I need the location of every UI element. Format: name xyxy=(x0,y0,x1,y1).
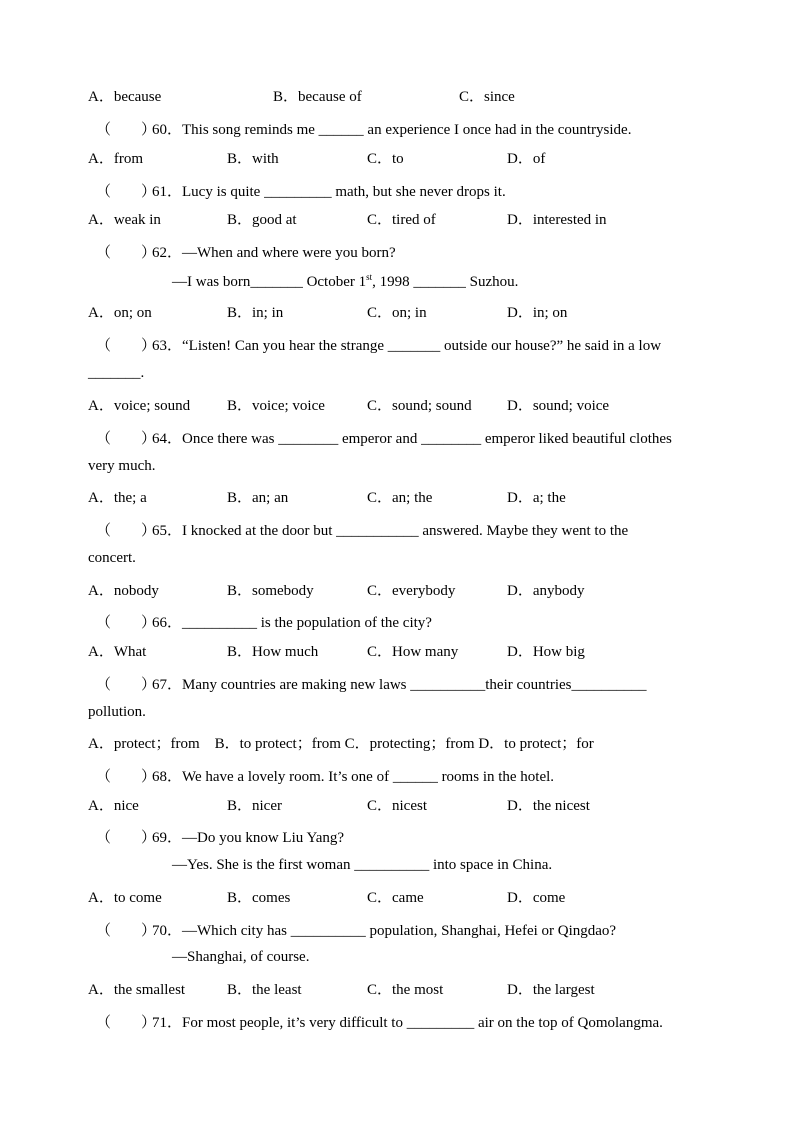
q60-option-a: A．from xyxy=(88,151,143,167)
q65-answer-blank[interactable]: （ ） xyxy=(96,523,157,539)
q65-option-c: C．everybody xyxy=(367,583,456,599)
q61-option-d: D．interested in xyxy=(507,212,607,228)
q67-stem: 67．Many countries are making new laws __________their countries__________ xyxy=(152,677,647,693)
q63-option-b: B．voice; voice xyxy=(227,398,325,414)
q64-option-c: C．an; the xyxy=(367,490,433,506)
q66-option-c: C．How many xyxy=(367,644,459,660)
q63-option-a: A．voice; sound xyxy=(88,398,191,414)
q71-stem: 71．For most people, it’s very difficult to _________ air on the top of Qomolangma. xyxy=(152,1015,663,1031)
q65-stem-cont: concert. xyxy=(88,550,136,566)
q64-stem-cont: very much. xyxy=(88,458,156,474)
q60-option-b: B．with xyxy=(227,151,279,167)
q70-stem-reply: —Shanghai, of course. xyxy=(172,949,310,965)
q63-answer-blank[interactable]: （ ） xyxy=(96,338,157,354)
q68-option-c: C．nicest xyxy=(367,798,427,814)
q61-answer-blank[interactable]: （ ） xyxy=(96,184,157,200)
q65-stem: 65．I knocked at the door but ___________ answered. Maybe they went to the xyxy=(152,523,629,539)
q62-stem-reply xyxy=(172,272,518,291)
q67-options-line: A．protect；from B．to protect；from C．protecting；from D．to protect；for xyxy=(88,736,594,752)
q63-option-d: D．sound; voice xyxy=(507,398,610,414)
q69-answer-blank[interactable]: （ ） xyxy=(96,830,157,846)
q62-option-d: D．in; on xyxy=(507,305,568,321)
q70-option-c: C．the most xyxy=(367,982,444,998)
q63-option-c: C．sound; sound xyxy=(367,398,472,414)
q70-answer-blank[interactable]: （ ） xyxy=(96,923,157,939)
q69-stem-reply: —Yes. She is the first woman __________ into space in China. xyxy=(172,857,553,873)
q62-answer-blank[interactable]: （ ） xyxy=(96,245,157,261)
q59-option-c: C．since xyxy=(459,89,515,105)
q68-answer-blank[interactable]: （ ） xyxy=(96,769,157,785)
q60-option-c: C．to xyxy=(367,151,404,167)
q60-answer-blank[interactable]: （ ） xyxy=(96,122,157,138)
q66-answer-blank[interactable]: （ ） xyxy=(96,615,157,631)
q61-option-b: B．good at xyxy=(227,212,297,228)
q64-answer-blank[interactable]: （ ） xyxy=(96,431,157,447)
q70-stem: 70．—Which city has __________ population, Shanghai, Hefei or Qingdao? xyxy=(152,923,617,939)
q61-option-a: A．weak in xyxy=(88,212,161,228)
q69-option-d: D．come xyxy=(507,890,566,906)
q66-option-a: A．What xyxy=(88,644,147,660)
q65-option-d: D．anybody xyxy=(507,583,585,599)
q69-option-a: A．to come xyxy=(88,890,162,906)
q65-option-a: A．nobody xyxy=(88,583,159,599)
q64-option-a: A．the; a xyxy=(88,490,147,506)
q63-stem: 63．“Listen! Can you hear the strange _______ outside our house?” he said in a low xyxy=(152,338,662,354)
q62-option-a: A．on; on xyxy=(88,305,152,321)
q63-stem-cont: _______. xyxy=(88,365,145,381)
q64-option-d: D．a; the xyxy=(507,490,566,506)
q68-option-b: B．nicer xyxy=(227,798,282,814)
q70-option-b: B．the least xyxy=(227,982,302,998)
q59-option-a: A．because xyxy=(88,89,162,105)
q69-stem: 69．—Do you know Liu Yang? xyxy=(152,830,345,846)
q62-reply-part1: —I was born_______ October 1 xyxy=(172,274,367,290)
q70-option-d: D．the largest xyxy=(507,982,595,998)
q67-answer-blank[interactable]: （ ） xyxy=(96,677,157,693)
q60-stem: 60．This song reminds me ______ an experience I once had in the countryside. xyxy=(152,122,632,138)
q61-option-c: C．tired of xyxy=(367,212,436,228)
q71-answer-blank[interactable]: （ ） xyxy=(96,1015,157,1031)
q61-stem: 61．Lucy is quite _________ math, but she never drops it. xyxy=(152,184,506,200)
q65-option-b: B．somebody xyxy=(227,583,314,599)
q69-option-b: B．comes xyxy=(227,890,291,906)
q66-option-b: B．How much xyxy=(227,644,319,660)
q64-stem: 64．Once there was ________ emperor and ________ emperor liked beautiful clothes xyxy=(152,431,672,447)
q64-option-b: B．an; an xyxy=(227,490,289,506)
q68-option-d: D．the nicest xyxy=(507,798,590,814)
q70-option-a: A．the smallest xyxy=(88,982,186,998)
q66-option-d: D．How big xyxy=(507,644,585,660)
q68-stem: 68．We have a lovely room. It’s one of ______ rooms in the hotel. xyxy=(152,769,555,785)
q67-stem-cont: pollution. xyxy=(88,704,146,720)
q62-reply-sup: st xyxy=(366,272,373,282)
q62-option-b: B．in; in xyxy=(227,305,284,321)
q66-stem: 66．__________ is the population of the city? xyxy=(152,615,432,631)
q62-stem: 62．—When and where were you born? xyxy=(152,245,396,261)
q68-option-a: A．nice xyxy=(88,798,139,814)
q59-option-b: B．because of xyxy=(273,89,362,105)
q62-reply-part2: , 1998 _______ Suzhou. xyxy=(372,274,519,290)
q62-option-c: C．on; in xyxy=(367,305,427,321)
q60-option-d: D．of xyxy=(507,151,546,167)
q69-option-c: C．came xyxy=(367,890,424,906)
